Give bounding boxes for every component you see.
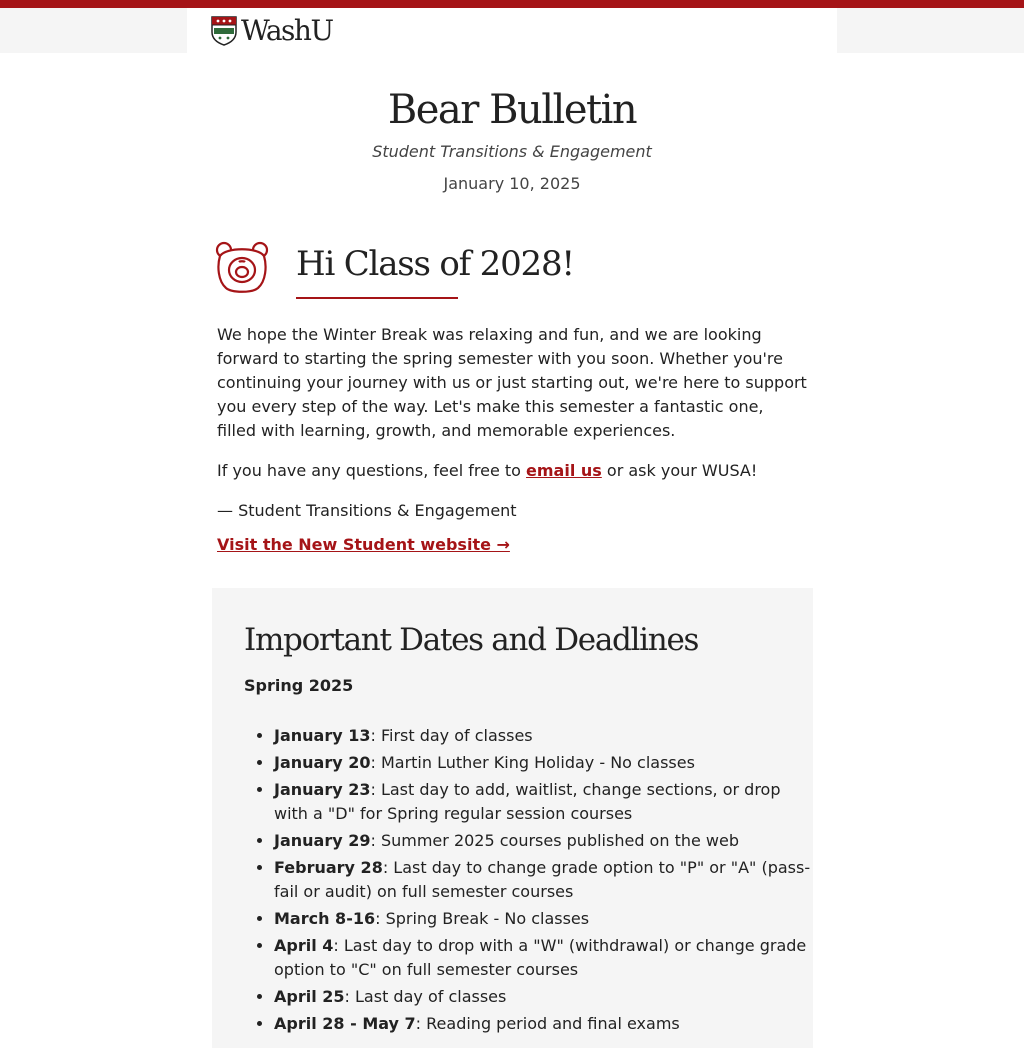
- dates-list: [244, 724, 814, 1039]
- dates-title: Important Dates and Deadlines: [244, 622, 699, 658]
- date-item: [274, 1012, 814, 1036]
- date-item-description: : Last day of classes: [344, 987, 507, 1006]
- date-item-description: : First day of classes: [370, 726, 533, 745]
- newsletter-date: January 10, 2025: [443, 174, 581, 193]
- date-item-date: April 4: [274, 936, 334, 955]
- website-link-row: [217, 533, 807, 557]
- date-item-date: January 29: [274, 831, 371, 850]
- date-item-date: February 28: [274, 858, 383, 877]
- date-item-description: : Last day to change grade option to "P" or "A" (pass-fail or audit) on full semester courses: [274, 858, 811, 901]
- date-item-description: : Spring Break - No classes: [375, 909, 590, 928]
- date-item: [274, 934, 814, 982]
- email-us-link[interactable]: email us: [526, 461, 602, 480]
- date-item-date: January 23: [274, 780, 371, 799]
- greeting-heading: Hi Class of 2028!: [296, 244, 574, 284]
- date-item-date: January 13: [274, 726, 371, 745]
- newsletter-title: Bear Bulletin: [387, 87, 637, 133]
- washu-logo[interactable]: [211, 16, 333, 46]
- shield-icon: [211, 16, 237, 46]
- date-item-description: : Reading period and final exams: [415, 1014, 680, 1033]
- term-label: Spring 2025: [244, 676, 354, 695]
- date-item-description: : Martin Luther King Holiday - No classes: [370, 753, 695, 772]
- new-student-website-link[interactable]: Visit the New Student website →: [217, 535, 510, 554]
- date-item-date: January 20: [274, 753, 371, 772]
- questions-paragraph: [217, 459, 807, 483]
- date-item-description: : Summer 2025 courses published on the web: [370, 831, 739, 850]
- date-item-description: : Last day to add, waitlist, change sections, or drop with a "D" for Spring regular session courses: [274, 780, 781, 823]
- questions-text-before: If you have any questions, feel free to: [217, 461, 527, 480]
- date-item: [274, 751, 814, 775]
- date-item: [274, 907, 814, 931]
- questions-text-after: or ask your WUSA!: [601, 461, 758, 480]
- date-item: [274, 829, 814, 853]
- date-item: [274, 985, 814, 1009]
- bear-icon: [214, 241, 270, 297]
- intro-paragraph: We hope the Winter Break was relaxing and fun, and we are looking forward to starting the spring semester with you soon. Whether you're continuing your journey with us or just starting out, we're here to support you every step of the way. Let's make this semester a fantastic one, filled with learning, growth, and memorable experiences.: [217, 325, 807, 440]
- date-item: [274, 778, 814, 826]
- date-item-date: April 28 - May 7: [274, 1014, 416, 1033]
- date-item-date: April 25: [274, 987, 345, 1006]
- date-item-date: March 8-16: [274, 909, 376, 928]
- heading-underline: [296, 297, 458, 299]
- header: [0, 8, 1024, 53]
- logo-text: WashU: [241, 14, 333, 47]
- newsletter-subtitle: Student Transitions & Engagement: [372, 142, 652, 161]
- header-inner: [187, 8, 837, 53]
- important-dates-panel: [212, 588, 813, 1048]
- signoff: — Student Transitions & Engagement: [217, 501, 517, 520]
- top-accent-bar: [0, 0, 1024, 8]
- date-item: [274, 724, 814, 748]
- date-item: [274, 856, 814, 904]
- date-item-description: : Last day to drop with a "W" (withdrawal) or change grade option to "C" on full semester courses: [274, 936, 807, 979]
